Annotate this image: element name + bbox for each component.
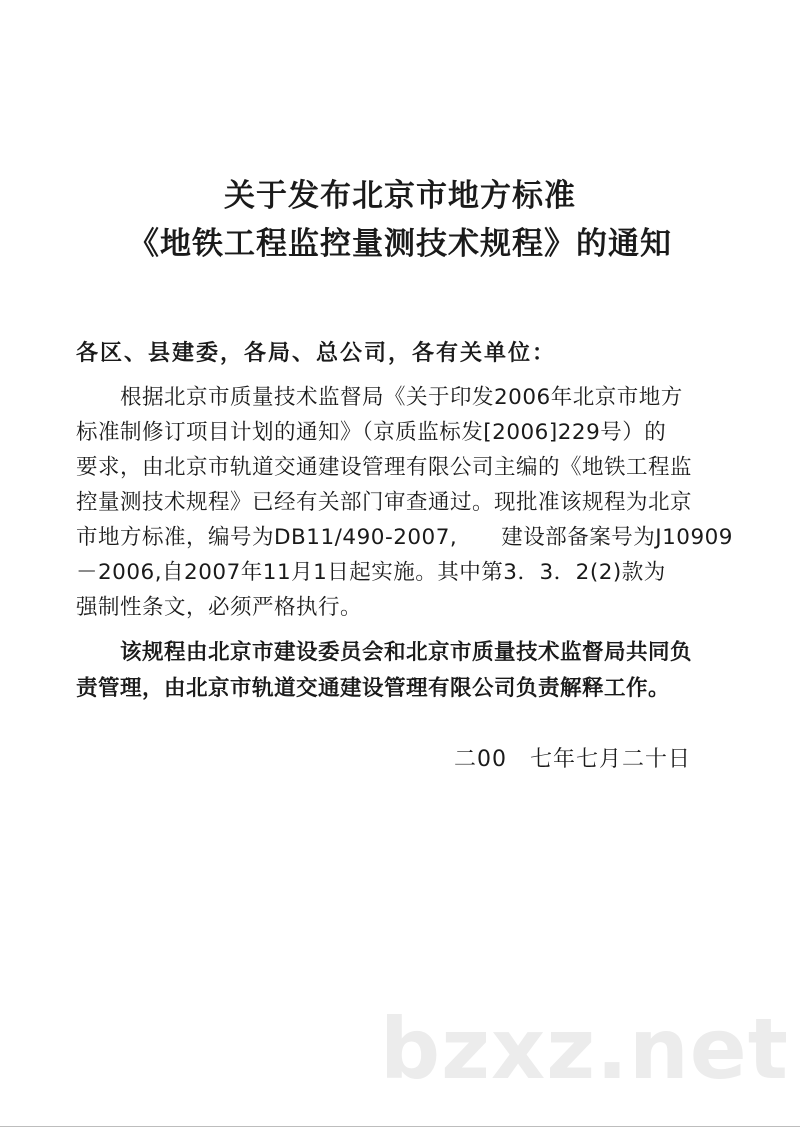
paragraph-2-line-1: 该规程由北京市建设委员会和北京市质量技术监督局共同负: [76, 640, 693, 665]
issue-date: 二00 七年七月二十日: [454, 747, 691, 772]
paragraph-2-line-2: 责管理，由北京市轨道交通建设管理有限公司负责解释工作。: [76, 676, 671, 701]
paragraph-1-line-3: 要求，由北京市轨道交通建设管理有限公司主编的《地铁工程监: [76, 455, 693, 480]
site-watermark: bzxz.net: [380, 1000, 789, 1098]
notice-title-line-2: 《地铁工程监控量测技术规程》的通知: [128, 226, 672, 262]
paragraph-1-line-5: 市地方标准，编号为DB11/490-2007, 建设部备案号为J10909: [76, 525, 733, 550]
paragraph-1-line-2: 标准制修订项目计划的通知》（京质监标发[2006]229号）的: [76, 420, 667, 445]
paragraph-1-line-1: 根据北京市质量技术监督局《关于印发2006年北京市地方: [76, 385, 683, 410]
bottom-divider: [0, 1126, 800, 1127]
paragraph-1-line-6: －2006,自2007年11月1日起实施。其中第3．3．2(2)款为: [76, 560, 666, 585]
paragraph-1-line-7: 强制性条文，必须严格执行。: [76, 595, 363, 620]
salutation: 各区、县建委，各局、总公司，各有关单位：: [76, 341, 557, 366]
paragraph-1-line-4: 控量测技术规程》已经有关部门审查通过。现批准该规程为北京: [76, 490, 693, 515]
notice-title-line-1: 关于发布北京市地方标准: [224, 178, 576, 214]
